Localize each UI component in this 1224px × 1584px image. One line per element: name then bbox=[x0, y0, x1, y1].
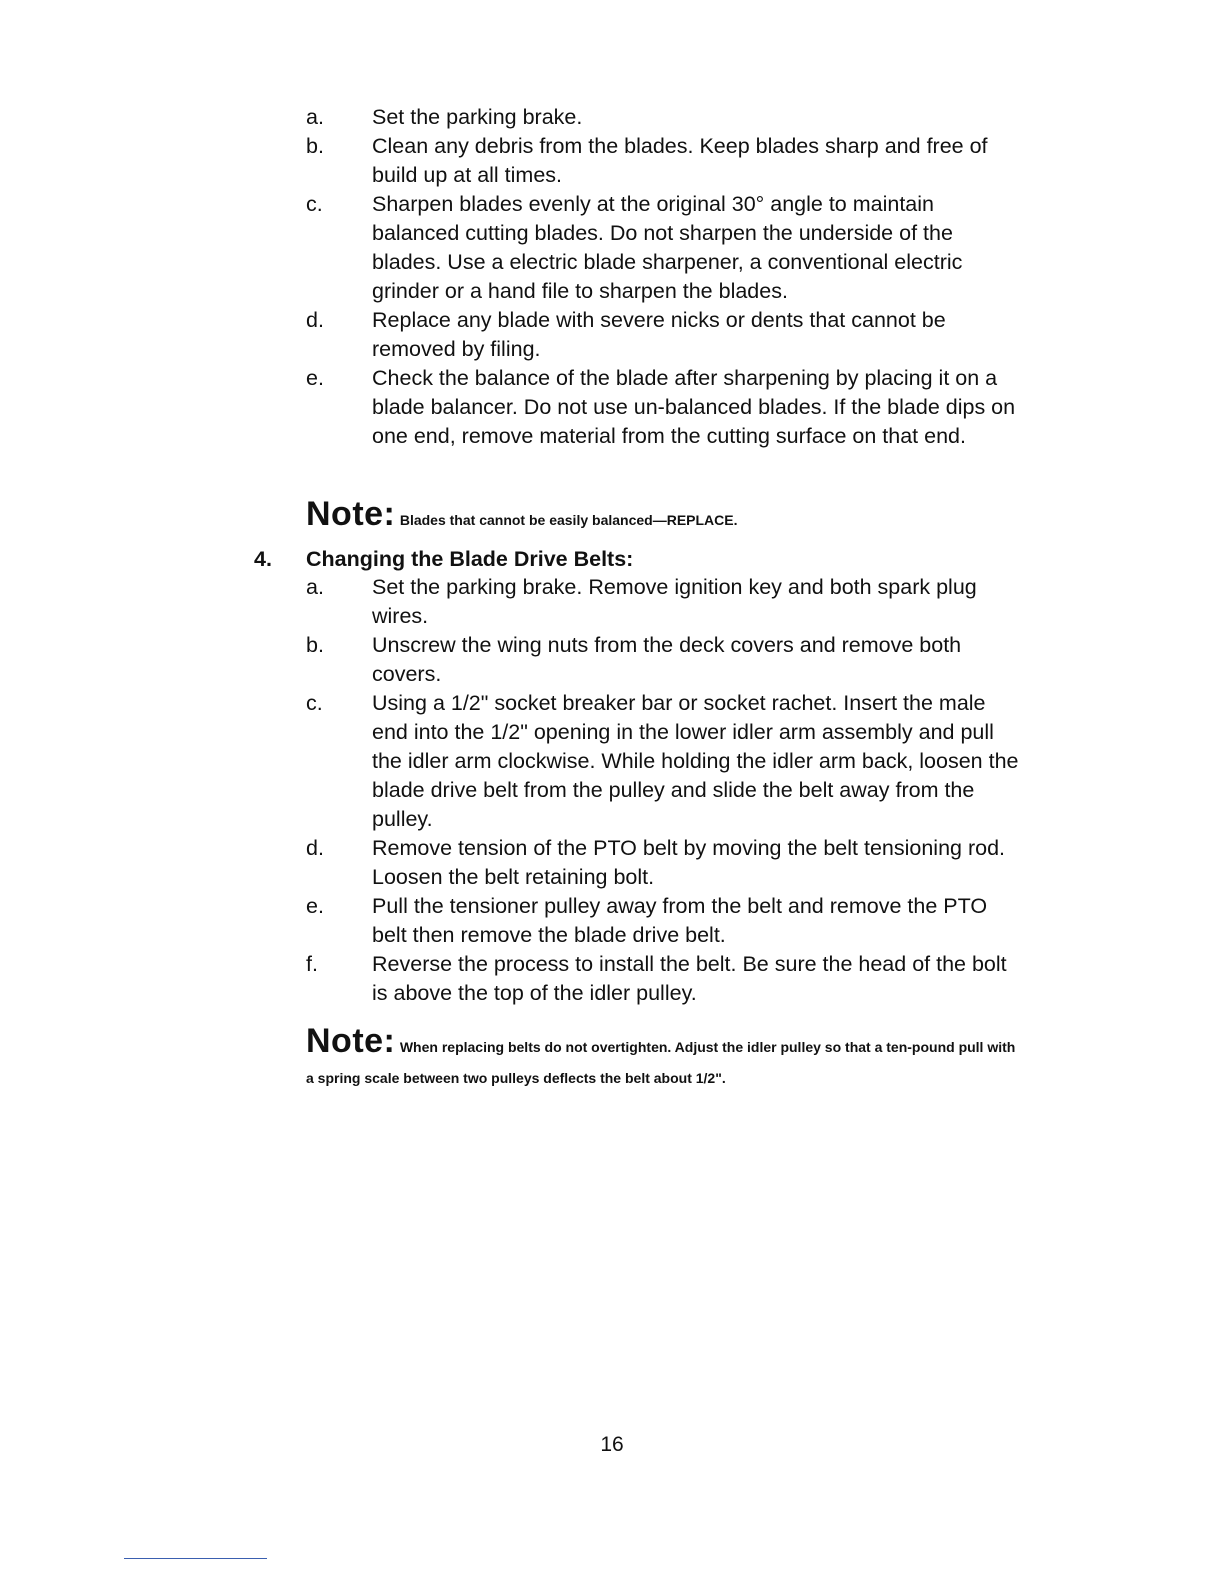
list-item-text: Using a 1/2" socket breaker bar or socket rachet. Insert the male end into the 1/2" opening in the lower idler arm assembly and pull the idler arm clockwise. While holding the idler arm back, loosen the blade drive belt from the pulley and slide the belt away from the pulley. bbox=[372, 691, 1019, 831]
list-item bbox=[306, 190, 1026, 306]
list-item-letter: a. bbox=[306, 105, 324, 129]
list-item-letter: e. bbox=[306, 894, 324, 918]
note-text: Blades that cannot be easily balanced—REPLACE. bbox=[399, 512, 738, 528]
note-label: Note: bbox=[306, 1022, 396, 1060]
list-item-text: Clean any debris from the blades. Keep blades sharp and free of build up at all times. bbox=[372, 134, 988, 187]
list-item-letter: b. bbox=[306, 134, 324, 158]
note-text: When replacing belts do not overtighten. Adjust the idler pulley so that a ten-pound pull with a spring scale between two pulleys deflects the belt about 1/2". bbox=[306, 1039, 1016, 1086]
list-item-letter: d. bbox=[306, 308, 324, 332]
list-item bbox=[306, 132, 1026, 190]
list-item-text: Set the parking brake. Remove ignition key and both spark plug wires. bbox=[372, 575, 977, 628]
list-item bbox=[306, 631, 1026, 689]
section-title: Changing the Blade Drive Belts: bbox=[306, 547, 634, 571]
list-item-text: Set the parking brake. bbox=[372, 105, 583, 129]
list-item-letter: e. bbox=[306, 366, 324, 390]
belt-change-list bbox=[306, 573, 1026, 1008]
page-number: 16 bbox=[600, 1433, 624, 1456]
list-item-letter: b. bbox=[306, 633, 324, 657]
list-item-letter: a. bbox=[306, 575, 324, 599]
list-item-letter: c. bbox=[306, 192, 323, 216]
note-belt-tension bbox=[306, 1024, 1026, 1094]
list-item bbox=[306, 834, 1026, 892]
list-item-text: Unscrew the wing nuts from the deck covers and remove both covers. bbox=[372, 633, 962, 686]
list-item bbox=[306, 306, 1026, 364]
list-item bbox=[306, 364, 1026, 451]
note-blade-balance bbox=[306, 497, 1026, 531]
list-item bbox=[306, 103, 1026, 132]
list-item bbox=[306, 573, 1026, 631]
list-item-text: Replace any blade with severe nicks or dents that cannot be removed by filing. bbox=[372, 308, 946, 361]
list-item bbox=[306, 892, 1026, 950]
list-item-text: Reverse the process to install the belt. Be sure the head of the bolt is above the top of the idler pulley. bbox=[372, 952, 1007, 1005]
footer-divider bbox=[124, 1558, 267, 1559]
list-item-text: Sharpen blades evenly at the original 30° angle to maintain balanced cutting blades. Do not sharpen the underside of the blades. Use a electric blade sharpener, a conventional electric grinder or a hand file to sharpen the blades. bbox=[372, 192, 963, 303]
list-item bbox=[306, 689, 1026, 834]
list-item-text: Pull the tensioner pulley away from the belt and remove the PTO belt then remove the blade drive belt. bbox=[372, 894, 988, 947]
list-item bbox=[306, 950, 1026, 1008]
list-item-text: Check the balance of the blade after sharpening by placing it on a blade balancer. Do not use un-balanced blades. If the blade dips on one end, remove material from the cutting surface on that end. bbox=[372, 366, 1016, 448]
list-item-letter: c. bbox=[306, 691, 323, 715]
list-item-text: Remove tension of the PTO belt by moving the belt tensioning rod. Loosen the belt retaining bolt. bbox=[372, 836, 1006, 889]
section-heading bbox=[254, 545, 633, 574]
blade-maintenance-list bbox=[306, 103, 1026, 451]
list-item-letter: f. bbox=[306, 952, 318, 976]
list-item-letter: d. bbox=[306, 836, 324, 860]
section-number: 4. bbox=[254, 547, 272, 571]
note-label: Note: bbox=[306, 495, 396, 533]
